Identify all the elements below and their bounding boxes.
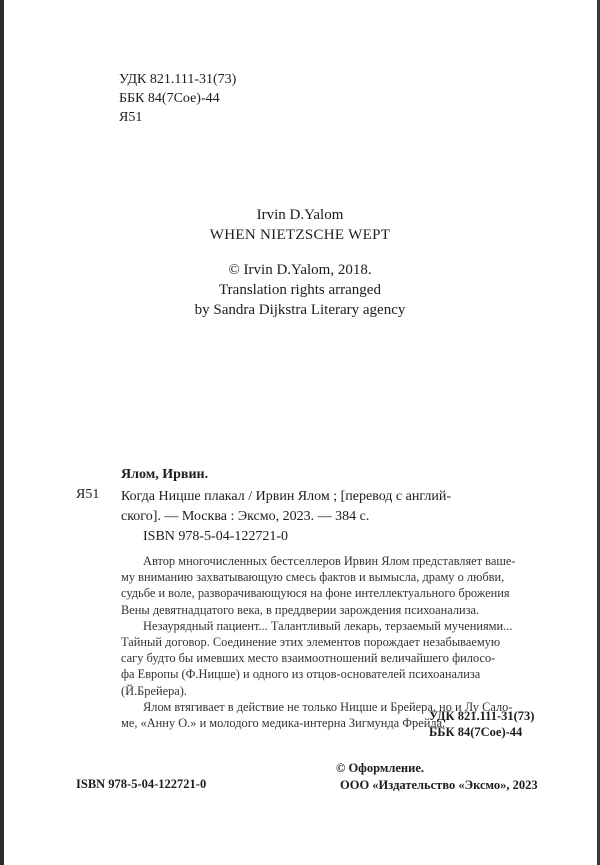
annotation-line: (Й.Брейера). [121,683,188,698]
annotation-line: сагу будто бы имевших место взаимоотношений величайшего филосо- [121,651,496,666]
annotation [121,553,540,731]
isbn-line: ISBN 978-5-04-122721-0 [143,529,289,544]
footer-isbn: ISBN 978-5-04-122721-0 [76,777,207,791]
annotation-line: фа Европы (Ф.Ницше) и одного из отцов-основателей психоанализа [121,667,481,682]
footer-classification [429,708,534,740]
design-copyright: © Оформление. [336,761,425,775]
annotation-line: судьбе и воле, разворачивающуюся на фоне интеллектуального брожения [121,586,510,601]
footer-udk: УДК 821.111-31(73) [429,709,535,723]
annotation-line: Вены девятнадцатого века, в преддверии зарождения психоанализа. [121,602,480,617]
bibliographic-line-1: Когда Ницше плакал / Ирвин Ялом ; [перевод с англий- [121,489,452,504]
annotation-line: Тайный договор. Соединение этих элементов порождает незабываемую [121,635,501,650]
copyright-line-2: Translation rights arranged [219,282,381,298]
author-heading: Ялом, Ирвин. [121,467,209,482]
catalog-index: Я51 [76,487,100,502]
classification-block [119,70,236,127]
bbk-code: ББК 84(7Сое)-44 [119,91,220,106]
annotation-line: му вниманию захватывающую смесь фактов и вымысла, драму о любви, [121,570,505,585]
bibliographic-line-2: ского]. — Москва : Эксмо, 2023. — 384 с. [121,509,370,524]
annotation-line: Ялом втягивает в действие не только Ницше и Брейера, но и Лу Сало- [143,699,513,714]
publisher-copyright [336,760,538,794]
author-sign-code: Я51 [119,110,143,125]
publisher-name: ООО «Издательство «Эксмо», 2023 [340,778,538,792]
annotation-line: Незаурядный пациент... Талантливый лекарь, терзаемый мучениями... [143,618,513,633]
original-author: Irvin D.Yalom [256,207,344,223]
copyright-block [0,260,600,320]
copyright-line-3: by Sandra Dijkstra Literary agency [194,302,406,318]
original-title-block [0,205,600,245]
annotation-line: Автор многочисленных бестселлеров Ирвин Ялом представляет ваше- [143,554,516,568]
original-title: WHEN NIETZSCHE WEPT [209,227,391,243]
bibliographic-description [121,487,541,527]
udk-code: УДК 821.111-31(73) [119,72,237,87]
footer-bbk: ББК 84(7Сое)-44 [429,725,523,739]
annotation-line: ме, «Анну О.» и молодого медика-интерна Зигмунда Фрейда. [121,716,446,731]
copyright-line-1: © Irvin D.Yalom, 2018. [228,262,372,278]
